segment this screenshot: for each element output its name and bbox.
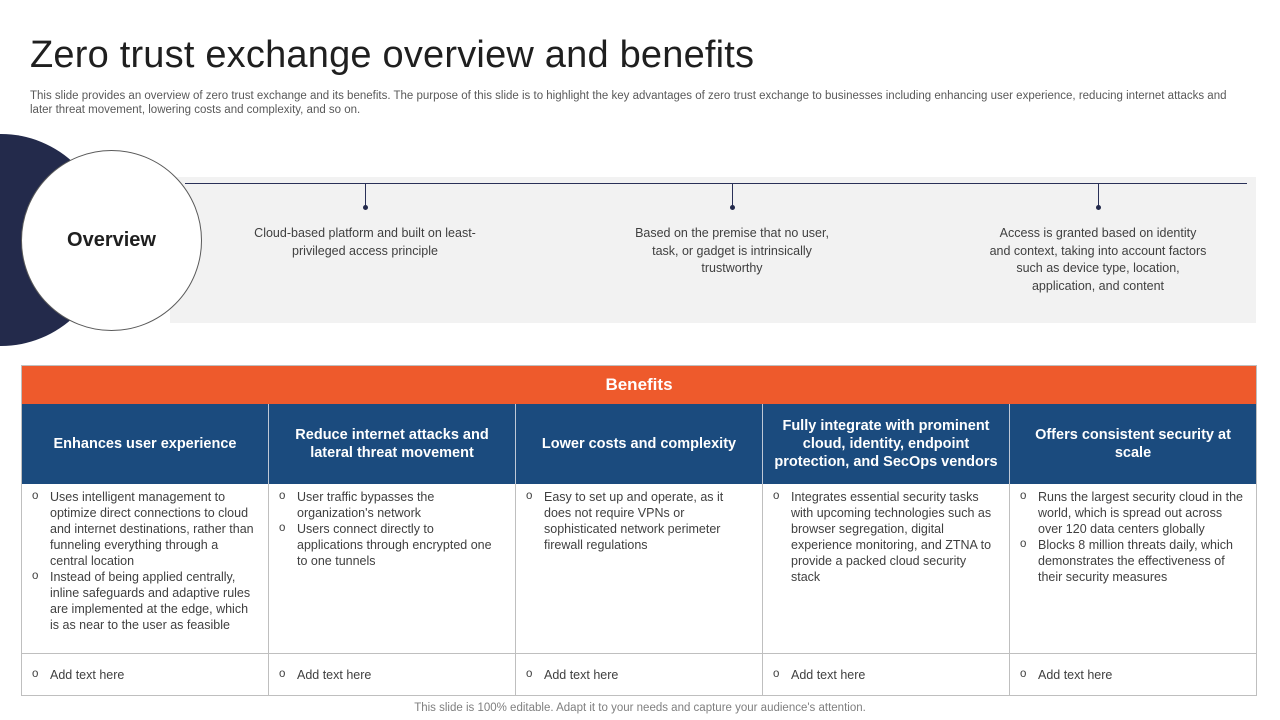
timeline-tick-2 xyxy=(732,183,733,207)
timeline-dot-2 xyxy=(730,205,735,210)
placeholder-cell-2[interactable] xyxy=(269,654,516,695)
bullet-item: o Integrates essential security tasks with upcoming technologies such as browser segregation, digital experience monitoring, and ZTNA to provide a packed cloud security stack xyxy=(772,489,997,585)
slide-subtitle: This slide provides an overview of zero trust exchange and its benefits. The purpose of this slide is to highlight the key advantages of zero trust exchange to businesses including enhancing user experience, reducing internet attacks and later threat movement, lowering costs and complexity, and so on. xyxy=(30,90,1227,116)
benefits-body-row xyxy=(22,484,1256,654)
overview-circle xyxy=(21,150,202,331)
overview-title: Overview xyxy=(67,229,156,251)
column-heading-user-experience: Enhances user experience xyxy=(22,404,269,484)
placeholder-cell-4[interactable] xyxy=(763,654,1010,695)
bullet-item: o Easy to set up and operate, as it does not require VPNs or sophisticated network perimeter firewall regulations xyxy=(525,489,750,553)
column-heading-reduce-attacks: Reduce internet attacks and lateral threat movement xyxy=(269,404,516,484)
bullet-item: o Instead of being applied centrally, inline safeguards and adaptive rules are implemented at the edge, which is as near to the user as feasible xyxy=(31,569,256,633)
add-text-placeholder[interactable]: o Add text here xyxy=(1019,667,1244,683)
benefit-cell-5 xyxy=(1010,484,1256,653)
benefit-cell-1 xyxy=(22,484,269,653)
add-text-placeholder[interactable]: o Add text here xyxy=(278,667,503,683)
add-text-placeholder[interactable]: o Add text here xyxy=(772,667,997,683)
bullet-item: o Users connect directly to applications through encrypted one to one tunnels xyxy=(278,521,503,569)
slide-title: Zero trust exchange overview and benefits xyxy=(30,34,755,76)
column-heading-lower-costs: Lower costs and complexity xyxy=(516,404,763,484)
benefit-cell-4 xyxy=(763,484,1010,653)
bullet-item: o Runs the largest security cloud in the world, which is spread out across over 120 data centers globally xyxy=(1019,489,1244,537)
overview-point-1: Cloud-based platform and built on least-privileged access principle xyxy=(254,226,476,258)
column-heading-consistent-security: Offers consistent security at scale xyxy=(1035,427,1231,461)
bullet-item: o User traffic bypasses the organization's network xyxy=(278,489,503,521)
benefits-column-headings xyxy=(22,404,1256,484)
bullet-item: o Uses intelligent management to optimize direct connections to cloud and internet destinations, rather than funneling everything through a central location xyxy=(31,489,256,569)
timeline-tick-1 xyxy=(365,183,366,207)
timeline-tick-3 xyxy=(1098,183,1099,207)
overview-point-3: Access is granted based on identity and context, taking into account factors such as device type, location, application, and content xyxy=(989,226,1207,293)
timeline-dot-1 xyxy=(363,205,368,210)
overview-timeline xyxy=(185,183,1247,184)
benefits-header: Benefits xyxy=(22,366,1256,404)
column-heading-integrate-vendors: Fully integrate with prominent cloud, identity, endpoint protection, and SecOps vendors xyxy=(763,404,1010,484)
benefits-table xyxy=(21,365,1257,696)
benefit-cell-3 xyxy=(516,484,763,653)
placeholder-cell-5[interactable] xyxy=(1010,654,1256,695)
slide-footer: This slide is 100% editable. Adapt it to your needs and capture your audience's attention. xyxy=(414,702,866,714)
add-text-placeholder[interactable]: o Add text here xyxy=(525,667,750,683)
placeholder-cell-1[interactable] xyxy=(22,654,269,695)
placeholder-row xyxy=(22,654,1256,695)
placeholder-cell-3[interactable] xyxy=(516,654,763,695)
overview-point-2: Based on the premise that no user, task, or gadget is intrinsically trustworthy xyxy=(635,226,829,275)
benefit-cell-2 xyxy=(269,484,516,653)
add-text-placeholder[interactable]: o Add text here xyxy=(31,667,256,683)
bullet-item: o Blocks 8 million threats daily, which demonstrates the effectiveness of their security measures xyxy=(1019,537,1244,585)
timeline-dot-3 xyxy=(1096,205,1101,210)
